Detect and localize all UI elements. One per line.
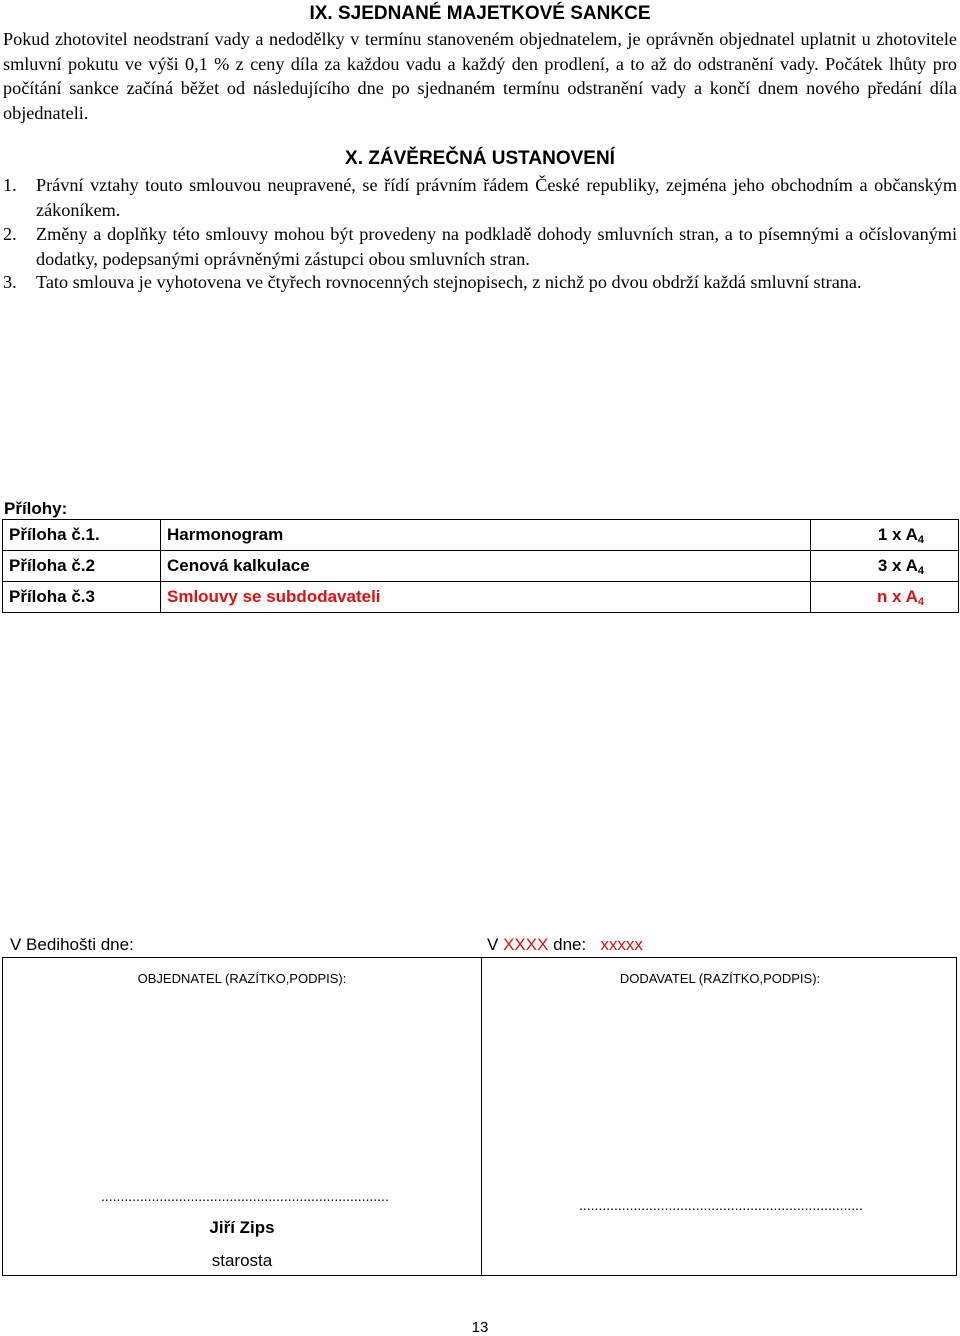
place-date-left: V Bedihošti dne: [10, 935, 134, 954]
list-item-text: Právní vztahy touto smlouvou neupravené, se řídí právním řádem České republiky, zejména jeho obchodním a občanským zákoníkem. [36, 175, 957, 220]
attachment-name: Smlouvy se subdodavateli [161, 582, 811, 613]
signature-box [2, 957, 957, 1276]
table-row [3, 520, 959, 551]
list-item-text: Tato smlouva je vyhotovena ve čtyřech rovnocenných stejnopisech, z nichž po dvou obdrží každá smluvní strana. [36, 272, 862, 292]
list-item-number: 1. [3, 175, 17, 195]
table-row [3, 551, 959, 582]
date-placeholder: xxxxx [600, 935, 643, 954]
table-row [3, 582, 959, 613]
list-item [3, 222, 957, 271]
attachment-id: Příloha č.1. [3, 520, 161, 551]
attachment-name: Cenová kalkulace [161, 551, 811, 582]
page-number: 13 [471, 1319, 489, 1336]
client-signature-header: OBJEDNATEL (RAZÍTKO,PODPIS): [137, 971, 347, 986]
signer-title: starosta [211, 1251, 273, 1270]
client-signature-line: .......................................................................... [101, 1188, 389, 1204]
contractor-signature-line: ......................................................................... [579, 1197, 863, 1213]
section-10-heading: X. ZÁVĚREČNÁ USTANOVENÍ [345, 148, 615, 169]
signature-divider [481, 958, 482, 1275]
list-item-number: 2. [3, 224, 17, 244]
attachments-table [2, 519, 959, 613]
attachment-qty: 1 x $A_4$ [811, 520, 959, 551]
attachment-qty: n x $A_4$ [811, 582, 959, 613]
list-item [3, 270, 957, 295]
section-9-paragraph: Pokud zhotovitel neodstraní vady a nedodělky v termínu stanoveném objednatelem, je oprávněn objednatel uplatnit u zhotovitele smluvní pokutu ve výši 0,1 % z ceny díla za každou vadu a každý den prodlení, a to až do odstranění vady. Počátek lhůty pro počítání sankce začíná běžet od následujícího dne po sjednaném termínu odstranění vady a končí dnem nového předání díla objednateli. [3, 29, 957, 123]
signer-name: Jiří Zips [209, 1218, 275, 1237]
place-date-right: V XXXX dne: xxxxx [487, 935, 643, 954]
section-9-heading: IX. SJEDNANÉ MAJETKOVÉ SANKCE [309, 3, 651, 24]
attachment-name: Harmonogram [161, 520, 811, 551]
attachments-label: Přílohy: [4, 499, 68, 518]
list-item-number: 3. [3, 272, 17, 292]
list-item-text: Změny a doplňky této smlouvy mohou být provedeny na podkladě dohody smluvních stran, a to písemnými a očíslovanými dodatky, podepsanými oprávněnými zástupci obou smluvních stran. [36, 224, 957, 269]
contractor-signature-header: DODAVATEL (RAZÍTKO,PODPIS): [619, 971, 821, 986]
attachment-qty: 3 x $A_4$ [811, 551, 959, 582]
attachment-id: Příloha č.3 [3, 582, 161, 613]
attachment-id: Příloha č.2 [3, 551, 161, 582]
list-item [3, 173, 957, 222]
place-placeholder: XXXX [503, 935, 549, 954]
